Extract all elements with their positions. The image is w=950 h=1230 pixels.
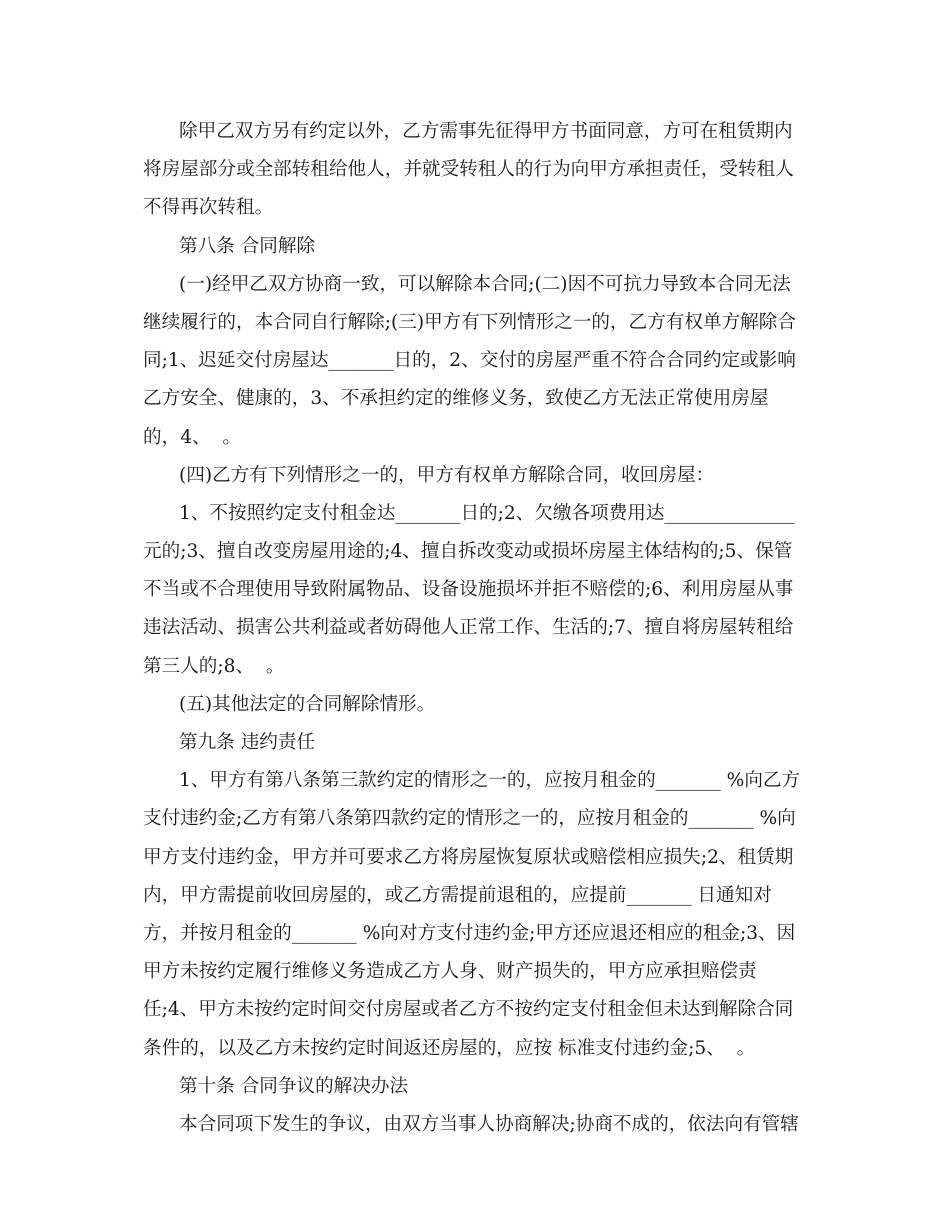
paragraph-line: (五)其他法定的合同解除情形。 (179, 693, 436, 715)
paragraph-line: (四)乙方有下列情形之一的，甲方有权单方解除合同，收回房屋： (179, 464, 715, 486)
section-heading: 第八条 合同解除 (179, 235, 316, 257)
paragraph-line: 1、不按照约定支付租金达_______日的;2、欠缴各项费用达______________ (179, 502, 795, 524)
paragraph-line: 甲方未按约定履行维修义务造成乙方人身、财产损失的，甲方应承担赔偿责 (143, 961, 757, 983)
section-heading: 第十条 合同争议的解决办法 (179, 1075, 409, 1097)
paragraph-line: 甲方支付违约金，甲方并可要求乙方将房屋恢复原状或赔偿相应损失;2、租赁期 (143, 846, 794, 868)
paragraph-line: (一)经甲乙双方协商一致，可以解除本合同;(二)因不可抗力导致本合同无法 (179, 273, 791, 295)
paragraph-line: 的，4、 。 (143, 426, 242, 448)
paragraph-line: 不当或不合理使用导致附属物品、设备设施损坏并拒不赔偿的;6、利用房屋从事 (143, 579, 794, 601)
paragraph-line: 任;4、甲方未按约定时间交付房屋或者乙方不按约定支付租金但未达到解除合同 (143, 999, 794, 1021)
paragraph-line: 不得再次转租。 (143, 197, 274, 219)
paragraph-line: 乙方安全、健康的，3、不承担约定的维修义务，致使乙方无法正常使用房屋 (143, 388, 769, 410)
paragraph-line: 支付违约金;乙方有第八条第四款约定的情形之一的，应按月租金的_______ %向 (143, 808, 796, 830)
paragraph-line: 同;1、迟延交付房屋达_______日的，2、交付的房屋严重不符合合同约定或影响 (143, 350, 796, 372)
section-heading: 第九条 违约责任 (179, 732, 316, 753)
paragraph-line: 内，甲方需提前收回房屋的，或乙方需提前退租的，应提前_______ 日通知对 (143, 884, 772, 906)
paragraph-line: 第三人的;8、 。 (143, 655, 285, 677)
paragraph-line: 继续履行的，本合同自行解除;(三)甲方有下列情形之一的，乙方有权单方解除合 (143, 311, 796, 333)
document-page (143, 113, 801, 1144)
paragraph-line: 违法活动、损害公共利益或者妨碍他人正常工作、生活的;7、擅自将房屋转租给 (143, 617, 794, 639)
paragraph-line: 条件的，以及乙方未按约定时间返还房屋的，应按 标准支付违约金;5、 。 (143, 1037, 756, 1059)
paragraph-line: 本合同项下发生的争议，由双方当事人协商解决;协商不成的，依法向有管辖 (179, 1113, 799, 1135)
paragraph-line: 元的;3、擅自改变房屋用途的;4、擅自拆改变动或损坏房屋主体结构的;5、保管 (143, 541, 793, 563)
paragraph-line: 将房屋部分或全部转租给他人，并就受转租人的行为向甲方承担责任，受转租人 (143, 159, 794, 181)
paragraph-line: 除甲乙双方另有约定以外，乙方需事先征得甲方书面同意，方可在租赁期内 (179, 121, 793, 142)
paragraph-line: 方，并按月租金的_______ %向对方支付违约金;甲方还应退还相应的租金;3、因 (143, 922, 796, 944)
paragraph-line: 1、甲方有第八条第三款约定的情形之一的，应按月租金的_______ %向乙方 (179, 770, 801, 792)
